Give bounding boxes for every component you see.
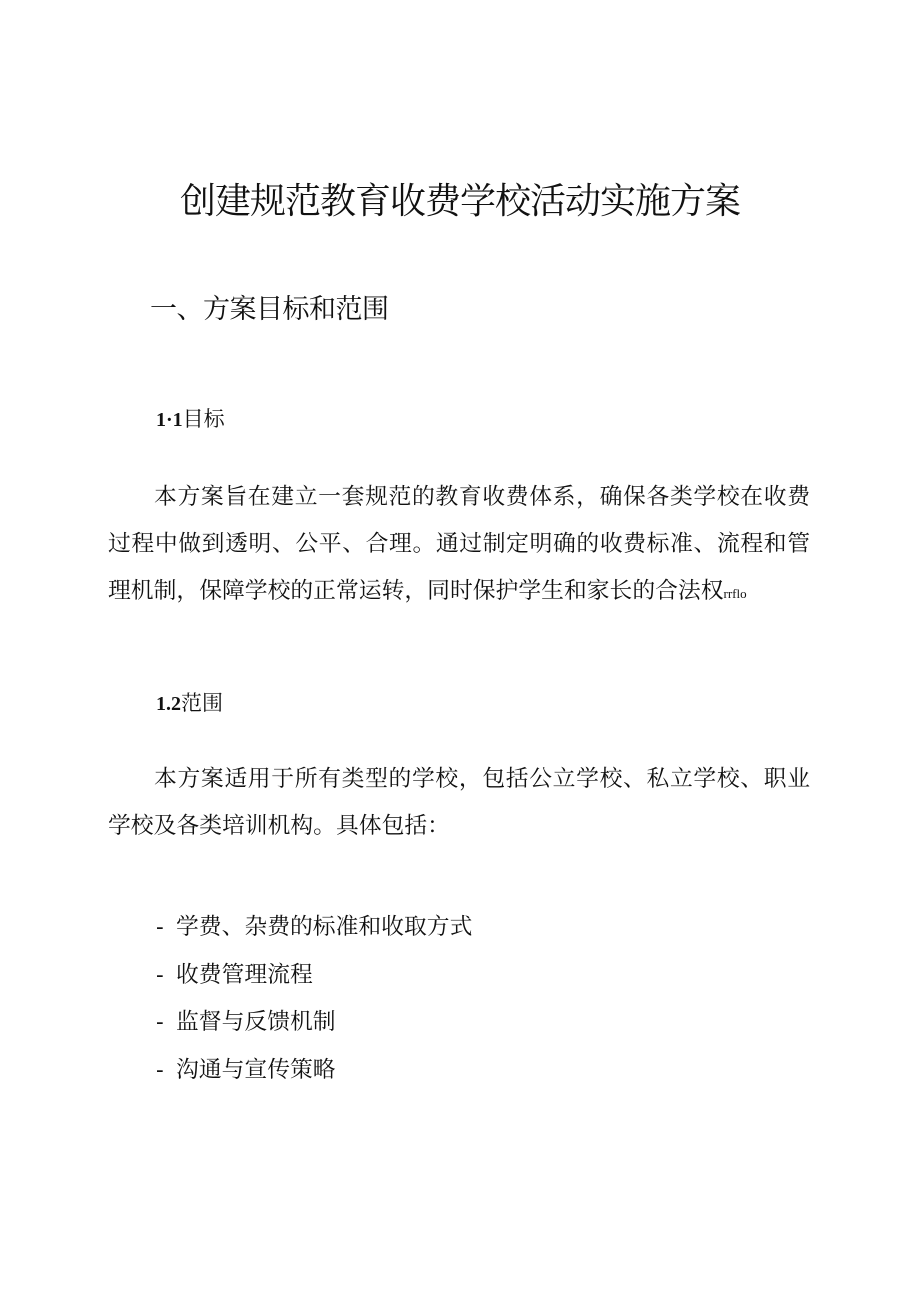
list-marker: - [156, 1009, 164, 1035]
list-item [156, 952, 472, 1000]
list-item-text: 学费、杂费的标准和收取方式 [176, 914, 473, 940]
subsection-heading-1-2 [156, 688, 223, 719]
list-item [156, 1047, 472, 1095]
subsection-title: 范围 [181, 691, 223, 715]
subsection-number: 1·1 [156, 409, 183, 431]
list-item-text: 沟通与宣传策略 [176, 1056, 336, 1083]
subsection-heading-1-1 [156, 404, 225, 435]
paragraph-goal-text: 本方案旨在建立一套规范的教育收费体系，确保各类学校在收费过程中做到透明、公平、合理。通过制定明确的收费标准、流程和管理机制，保障学校的正常运转，同时保护学生和家长的合法权 [108, 484, 810, 604]
list-item-text: 收费管理流程 [176, 961, 313, 988]
paragraph-goal [108, 474, 810, 617]
list-marker: - [156, 914, 164, 940]
paragraph-goal-tail: rrflo [723, 586, 747, 601]
subsection-title: 目标 [182, 407, 225, 431]
subsection-number: 1.2 [156, 693, 181, 715]
list-item [156, 904, 472, 952]
paragraph-scope: 本方案适用于所有类型的学校，包括公立学校、私立学校、职业学校及各类培训机构。具体包括： [108, 766, 810, 839]
list-marker: - [156, 1056, 164, 1083]
section-heading-1: 一、方案目标和范围 [150, 294, 389, 325]
list-item-text: 监督与反馈机制 [176, 1009, 336, 1035]
list-item [156, 999, 472, 1047]
scope-list [156, 904, 472, 1094]
list-marker: - [156, 961, 164, 988]
document-title: 创建规范教育收费学校活动实施方案 [179, 181, 740, 222]
